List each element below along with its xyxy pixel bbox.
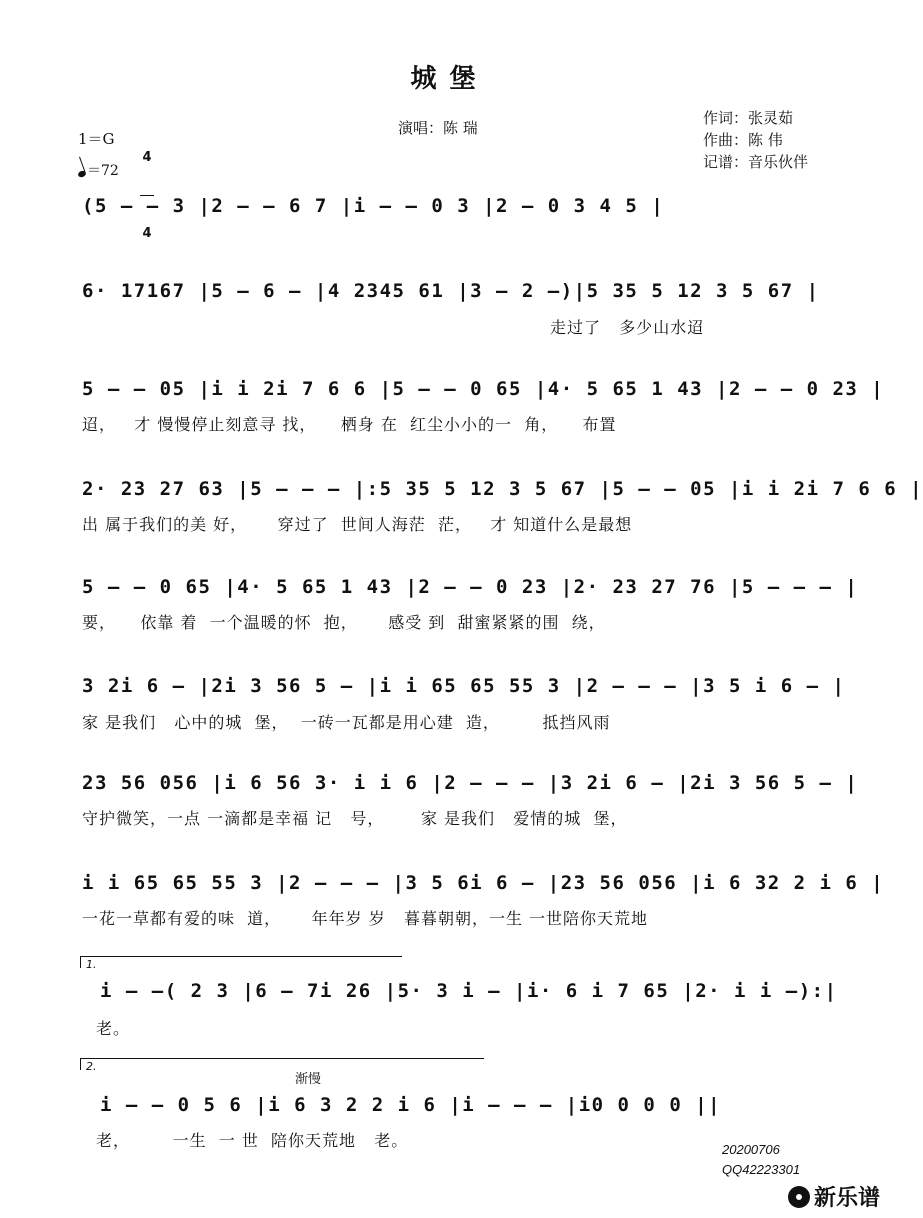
site-logo[interactable] [788, 1181, 880, 1212]
ritardando-marking: 渐慢 [295, 1072, 322, 1087]
second-ending-label: 2. [86, 1060, 97, 1073]
quarter-note-icon [77, 170, 87, 178]
transcriber-credit: 记谱：音乐伙伴 [703, 153, 809, 171]
lyric-line-4: 出 属于我们的美 好， 穿过了 世间人海茫 茫， 才 知道什么是最想 [82, 515, 633, 534]
singer-credit: 演唱：陈 瑞 [398, 119, 478, 137]
tempo-marking [78, 160, 119, 180]
composer-credit: 作曲：陈 伟 [703, 131, 783, 149]
lyric-line-7: 守护微笑，一点 一滴都是幸福 记 号， 家 是我们 爱情的城 堡， [82, 809, 628, 828]
lyric-line-9: 老。 [96, 1019, 131, 1038]
notation-line-9: i – –( 2 3 |6 – 7i 26 |5· 3 i – |i· 6 i 7 65 |2· i i –):| [100, 980, 838, 1002]
score-title: 城 堡 [410, 64, 478, 94]
notation-line-7: 23 56 056 |i 6 56 3· i i 6 |2 – – – |3 2i 6 – |2i 3 56 5 – | [82, 772, 859, 794]
vinyl-disc-icon [788, 1186, 810, 1208]
second-ending-bracket-left [80, 1058, 81, 1070]
qq-number: QQ42223301 [722, 1162, 801, 1177]
notation-line-8: i i 65 65 55 3 |2 – – – |3 5 6i 6 – |23 56 056 |i 6 32 2 i 6 | [82, 872, 885, 894]
notation-line-4: 2· 23 27 63 |5 – – – |:5 35 5 12 3 5 67 |5 – – 05 |i i 2i 7 6 6 | [82, 478, 923, 500]
lyric-line-5: 要， 依靠 着 一个温暖的怀 抱， 感受 到 甜蜜紧紧的围 绕， [82, 613, 606, 632]
time-signature-top: 4 [142, 150, 152, 165]
lyric-line-8: 一花一草都有爱的味 道， 年年岁 岁 暮暮朝朝，一生 一世陪你天荒地 [82, 909, 649, 928]
time-signature [140, 120, 154, 256]
key-signature: 1＝G [78, 130, 115, 148]
notation-line-5: 5 – – 0 65 |4· 5 65 1 43 |2 – – 0 23 |2· 23 27 76 |5 – – – | [82, 576, 859, 598]
lyric-line-6: 家 是我们 心中的城 堡， 一砖一瓦都是用心建 造， 抵挡风雨 [82, 713, 611, 732]
first-ending-label: 1. [86, 958, 97, 971]
tempo-value: ＝72 [87, 163, 119, 179]
notation-line-1: (5 – – 3 |2 – – 6 7 |i – – 0 3 |2 – 0 3 4 5 | [82, 195, 665, 217]
notation-line-2: 6· 17167 |5 – 6 – |4 2345 61 |3 – 2 –)|5 35 5 12 3 5 67 | [82, 280, 820, 302]
lyric-line-10: 老， 一生 一 世 陪你天荒地 老。 [96, 1131, 409, 1150]
notation-line-10: i – – 0 5 6 |i 6 3 2 2 i 6 |i – – – |i0 0 0 0 || [100, 1094, 722, 1116]
lyricist-credit: 作词：张灵茹 [703, 109, 794, 127]
time-signature-bottom: 4 [142, 226, 152, 241]
lyric-line-3: 迢， 才 慢慢停止刻意寻 找， 栖身 在 红尘小小的一 角， 布置 [82, 415, 617, 434]
first-ending-bracket-left [80, 956, 81, 968]
first-ending-bracket [80, 956, 402, 957]
transcription-date: 20200706 [722, 1142, 780, 1157]
notation-line-6: 3 2i 6 – |2i 3 56 5 – |i i 65 65 55 3 |2 – – – |3 5 i 6 – | [82, 675, 846, 697]
second-ending-bracket [80, 1058, 484, 1059]
notation-line-3: 5 – – 05 |i i 2i 7 6 6 |5 – – 0 65 |4· 5 65 1 43 |2 – – 0 23 | [82, 378, 885, 400]
site-logo-text: 新乐谱 [813, 1186, 880, 1211]
lyric-line-2: 走过了 多少山水迢 [550, 318, 705, 337]
